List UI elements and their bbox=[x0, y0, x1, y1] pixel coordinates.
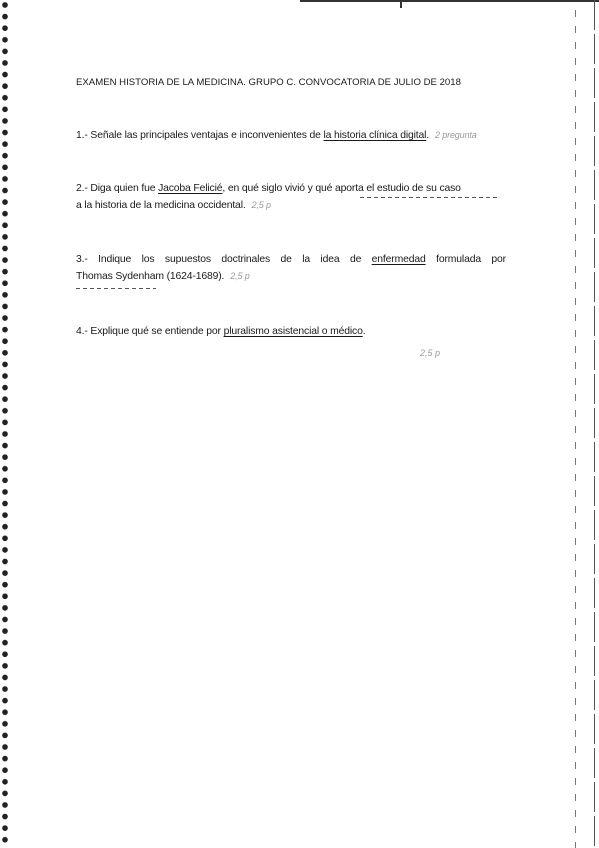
scan-right-edge bbox=[575, 10, 576, 848]
question-1 bbox=[76, 127, 477, 144]
question-3-text-rest: formulada por bbox=[425, 254, 506, 265]
scan-top-tick bbox=[400, 0, 402, 8]
question-2-text: 2.- Diga quien fue bbox=[76, 183, 159, 194]
question-4-text: 4.- Explique qué se entiende por bbox=[76, 326, 224, 337]
question-2-pencil-underline bbox=[360, 197, 500, 198]
question-3-underlined: enfermedad bbox=[371, 254, 426, 265]
question-3-text: 3.- Indique los supuestos doctrinales de la idea de bbox=[76, 254, 372, 265]
question-3-points-note: 2,5 p bbox=[230, 271, 250, 281]
binder-holes bbox=[0, 0, 12, 848]
question-3-pencil-underline bbox=[76, 288, 156, 289]
question-4-points-note: 2,5 p bbox=[420, 348, 441, 358]
question-1-end: . bbox=[426, 130, 430, 141]
question-4-end: . bbox=[362, 326, 366, 337]
question-4-underlined: pluralismo asistencial o médico bbox=[223, 326, 363, 337]
scan-top-edge bbox=[300, 0, 599, 2]
question-1-underlined: la historia clínica digital bbox=[323, 130, 427, 141]
scan-right-border bbox=[594, 0, 595, 848]
question-2-points-note: 2,5 p bbox=[251, 200, 271, 210]
question-1-text: 1.- Señale las principales ventajas e inconvenientes de bbox=[76, 130, 324, 141]
question-2-line-2: a la historia de la medicina occidental. bbox=[76, 200, 246, 211]
question-3 bbox=[76, 252, 506, 285]
question-2-underlined: Jacoba Felicié bbox=[158, 183, 223, 194]
question-4 bbox=[76, 324, 365, 340]
question-3-line-2: Thomas Sydenham (1624-1689). bbox=[76, 271, 225, 282]
question-2-text-rest: , en qué siglo vivió y qué aporta el estudio de su caso bbox=[222, 183, 461, 194]
exam-title: EXAMEN HISTORIA DE LA MEDICINA. GRUPO C. CONVOCATORIA DE JULIO DE 2018 bbox=[76, 77, 461, 88]
question-1-points-note: 2 pregunta bbox=[435, 130, 477, 140]
